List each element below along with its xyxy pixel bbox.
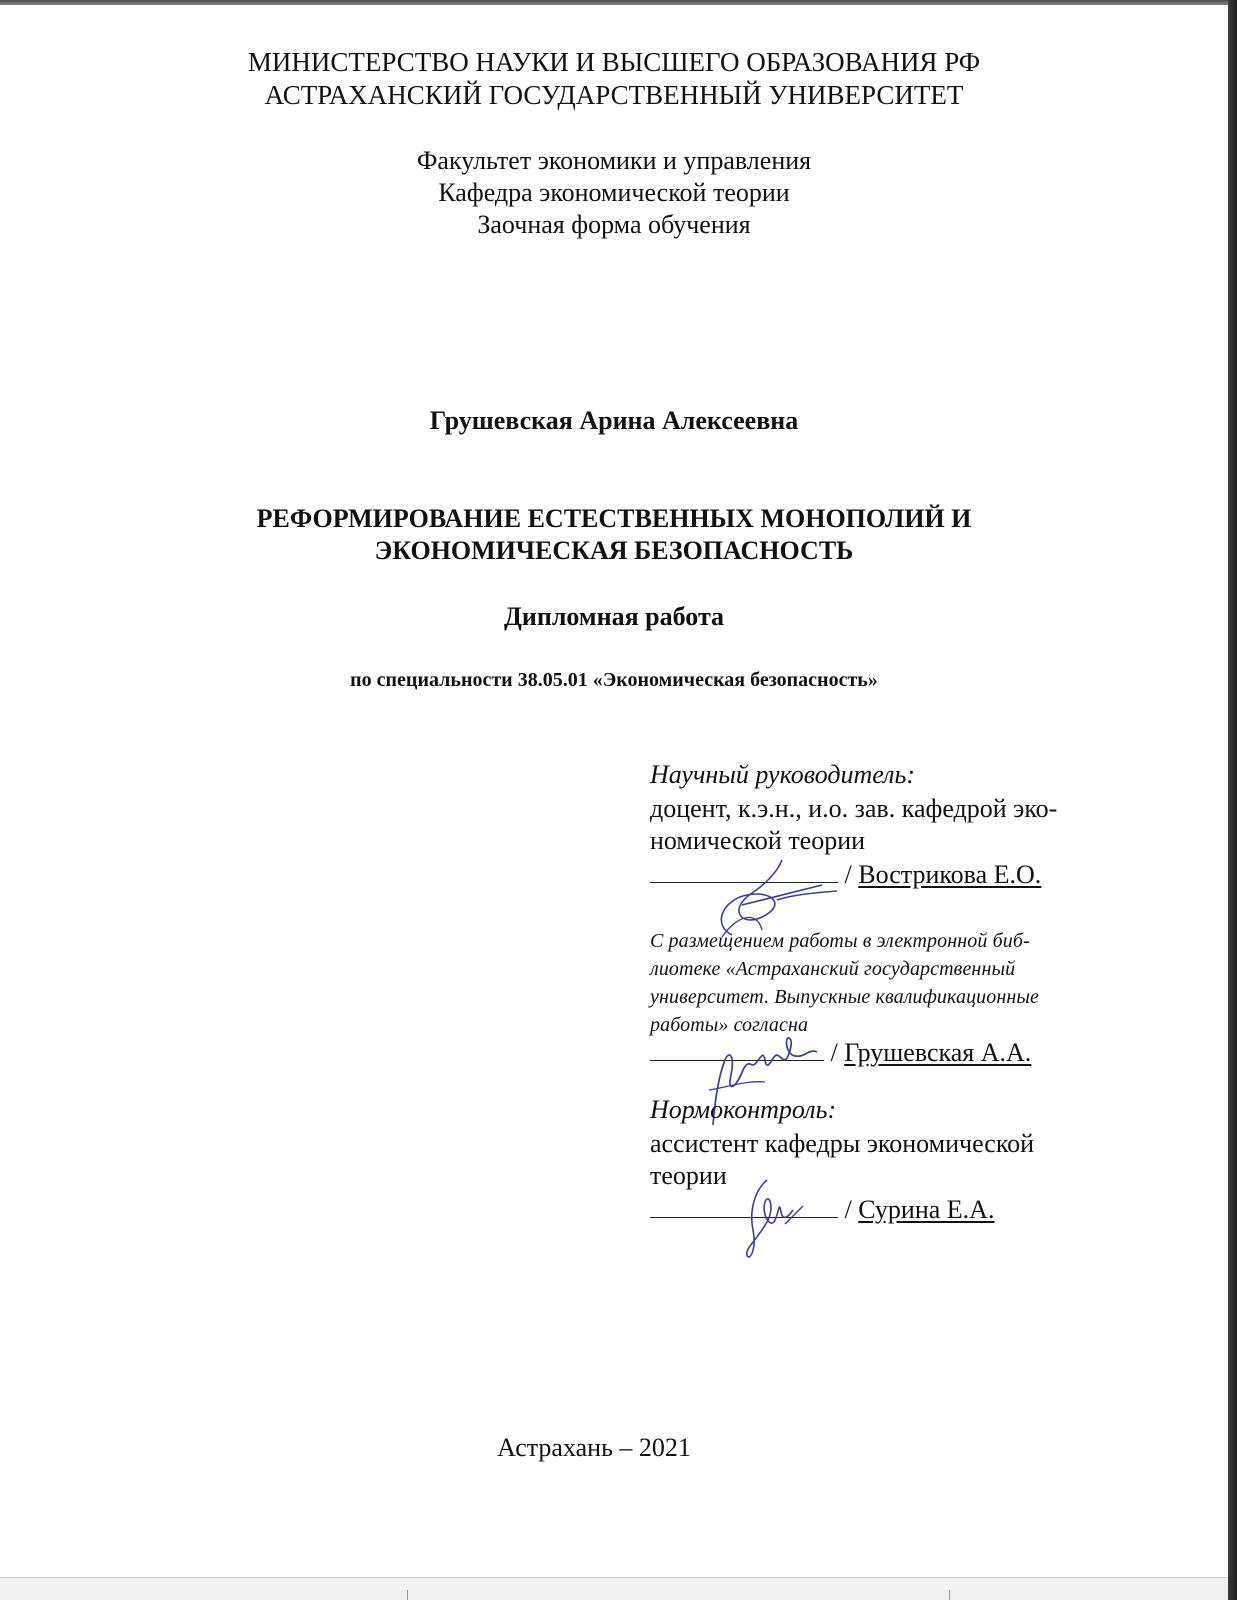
page-divider-tick (949, 1590, 950, 1600)
consent-line-4: работы» согласна (650, 1014, 809, 1036)
faculty-name: Факультет экономики и управления (416, 146, 812, 175)
normcontrol-position-line-2: теории (650, 1161, 727, 1190)
vertical-scrollbar[interactable] (1228, 0, 1237, 1600)
normcontrol-position-line-1: ассистент кафедры экономической (650, 1129, 1035, 1158)
supervisor-position-line-2: номической теории (650, 826, 866, 855)
separator-slash: / (844, 860, 852, 889)
author-name: Грушевская Арина Алексеевна (429, 406, 799, 435)
consent-line-3: университет. Выпускные квалификационные (650, 986, 1040, 1008)
supervisor-position-line-1: доцент, к.э.н., и.о. зав. кафедрой эко- (650, 794, 1058, 823)
normcontrol-heading: Нормоконтроль: (650, 1095, 837, 1124)
viewer-bottom-bar (0, 1577, 1228, 1600)
supervisor-heading: Научный руководитель: (650, 760, 916, 789)
specialty-line: по специальности 38.05.01 «Экономическая безопасность» (350, 669, 878, 691)
supervisor-name: Вострикова Е.О. (858, 860, 1042, 889)
department-name: Кафедра экономической теории (438, 178, 790, 207)
consent-line-1: С размещением работы в электронной биб- (650, 930, 1030, 952)
thesis-title-line-2: ЭКОНОМИЧЕСКАЯ БЕЗОПАСНОСТЬ (374, 536, 854, 565)
separator-slash: / (844, 1195, 852, 1224)
ministry-title: МИНИСТЕРСТВО НАУКИ И ВЫСШЕГО ОБРАЗОВАНИЯ РФ (247, 47, 981, 77)
separator-slash: / (830, 1038, 838, 1067)
normcontrol-name: Сурина Е.А. (858, 1195, 995, 1224)
consent-line-2: лиотеке «Астраханский государственный (650, 958, 1016, 980)
university-title: АСТРАХАНСКИЙ ГОСУДАРСТВЕННЫЙ УНИВЕРСИТЕТ (264, 80, 964, 110)
normcontrol-signature-icon (745, 1170, 825, 1265)
document-page (0, 5, 1228, 1577)
page-divider-tick (407, 1590, 408, 1600)
work-type: Дипломная работа (503, 602, 725, 631)
consent-name: Грушевская А.А. (844, 1038, 1032, 1067)
city-year: Астрахань – 2021 (497, 1433, 691, 1462)
thesis-title-line-1: РЕФОРМИРОВАНИЕ ЕСТЕСТВЕННЫХ МОНОПОЛИЙ И (256, 504, 972, 533)
study-form: Заочная форма обучения (477, 210, 751, 239)
